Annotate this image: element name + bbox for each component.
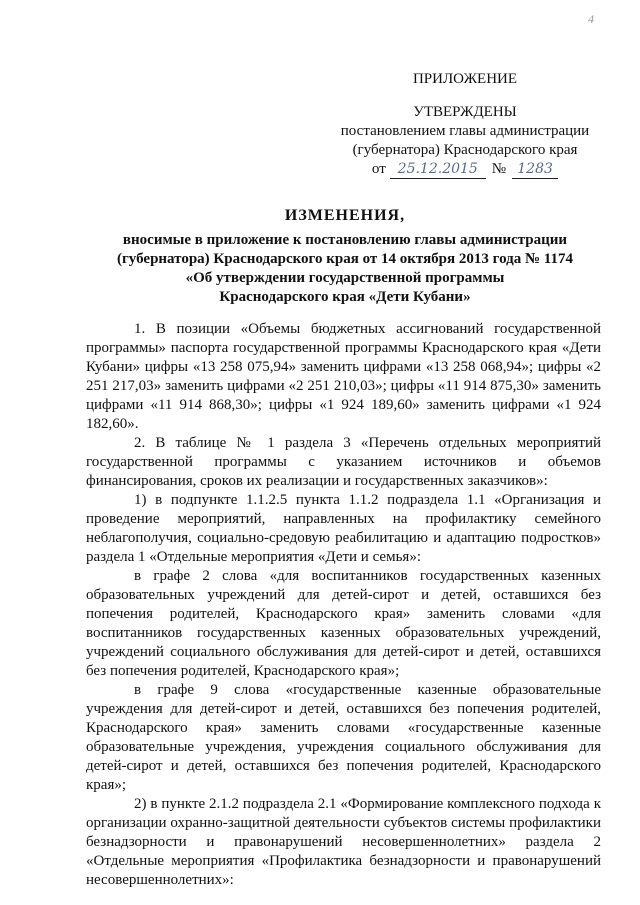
- title-line: (губернатора) Краснодарского края от 14 октября 2013 года № 1174: [117, 251, 573, 267]
- page-number: 4: [588, 12, 594, 26]
- paragraph: 1) в подпункте 1.1.2.5 пункта 1.1.2 подраздела 1.1 «Организация и проведение мероприятий, направленных на профилактику семейного неблагополучия, социально-средовую реабилитацию и адаптацию подростков» раздела 1 «Отдельные мероприятия «Дети и семья»:: [86, 492, 601, 565]
- approval-stamp: [335, 70, 595, 179]
- paragraph: 2) в пункте 2.1.2 подраздела 2.1 «Формирование комплексного подхода к организации охранно-защитной деятельности субъектов системы профилактики безнадзорности и правонарушений несовершеннолетних» раздела 2 «Отдельные мероприятия «Профилактика безнадзорности и правонарушений несовершеннолетних»:: [86, 796, 601, 888]
- approved-label: УТВЕРЖДЕНЫ: [413, 104, 517, 120]
- document-title: [90, 206, 600, 307]
- date-number-row: [335, 160, 595, 179]
- handwritten-number: 1283: [512, 161, 558, 179]
- paragraph: в графе 9 слова «государственные казенные образовательные учреждения для детей-сирот и детей, оставшихся без попечения родителей, Краснодарского края» заменить словами «государственные казенные образовательные учреждения, учреждения социального обслуживания для детей-сирот и детей, оставшихся без попечения родителей, Краснодарского края»;: [86, 682, 601, 793]
- from-label: от: [371, 161, 386, 177]
- paragraph: 1. В позиции «Объемы бюджетных ассигнований государственной программы» паспорта государственной программы Краснодарского края «Дети Кубани» цифры «13 258 075,94» заменить цифрами «13 258 068,94»; цифры «2 251 217,03» заменить цифрами «2 251 210,03»; цифры «11 914 875,30» заменить цифрами «11 914 868,30»; цифры «1 924 189,60» заменить цифрами «1 924 182,60».: [86, 321, 601, 432]
- document-body: [86, 320, 601, 890]
- title-heading: ИЗМЕНЕНИЯ,: [284, 207, 406, 224]
- title-line: вносимые в приложение к постановлению главы администрации: [122, 232, 568, 248]
- appendix-label: ПРИЛОЖЕНИЕ: [412, 71, 518, 87]
- number-label: №: [491, 161, 507, 177]
- paragraph: 2. В таблице № 1 раздела 3 «Перечень отдельных мероприятий государственной программы с указанием источников и объемов финансирования, сроков их реализации и государственных заказчиков»:: [86, 435, 601, 489]
- title-line: «Об утверждении государственной программы: [185, 270, 505, 286]
- approved-by-line-2: (губернатора) Краснодарского края: [352, 142, 578, 158]
- approved-by-line-1: постановлением главы администрации: [340, 123, 590, 139]
- title-line: Краснодарского края «Дети Кубани»: [219, 289, 471, 305]
- handwritten-date: 25.12.2015: [390, 161, 486, 179]
- paragraph: в графе 2 слова «для воспитанников государственных казенных образовательных учреждений для детей-сирот и детей, оставшихся без попечения родителей, Краснодарского края» заменить словами «для воспитанников государственных казенных образовательных учреждений, учреждений социального обслуживания для детей-сирот и детей, оставшихся без попечения родителей, Краснодарского края»;: [86, 568, 601, 679]
